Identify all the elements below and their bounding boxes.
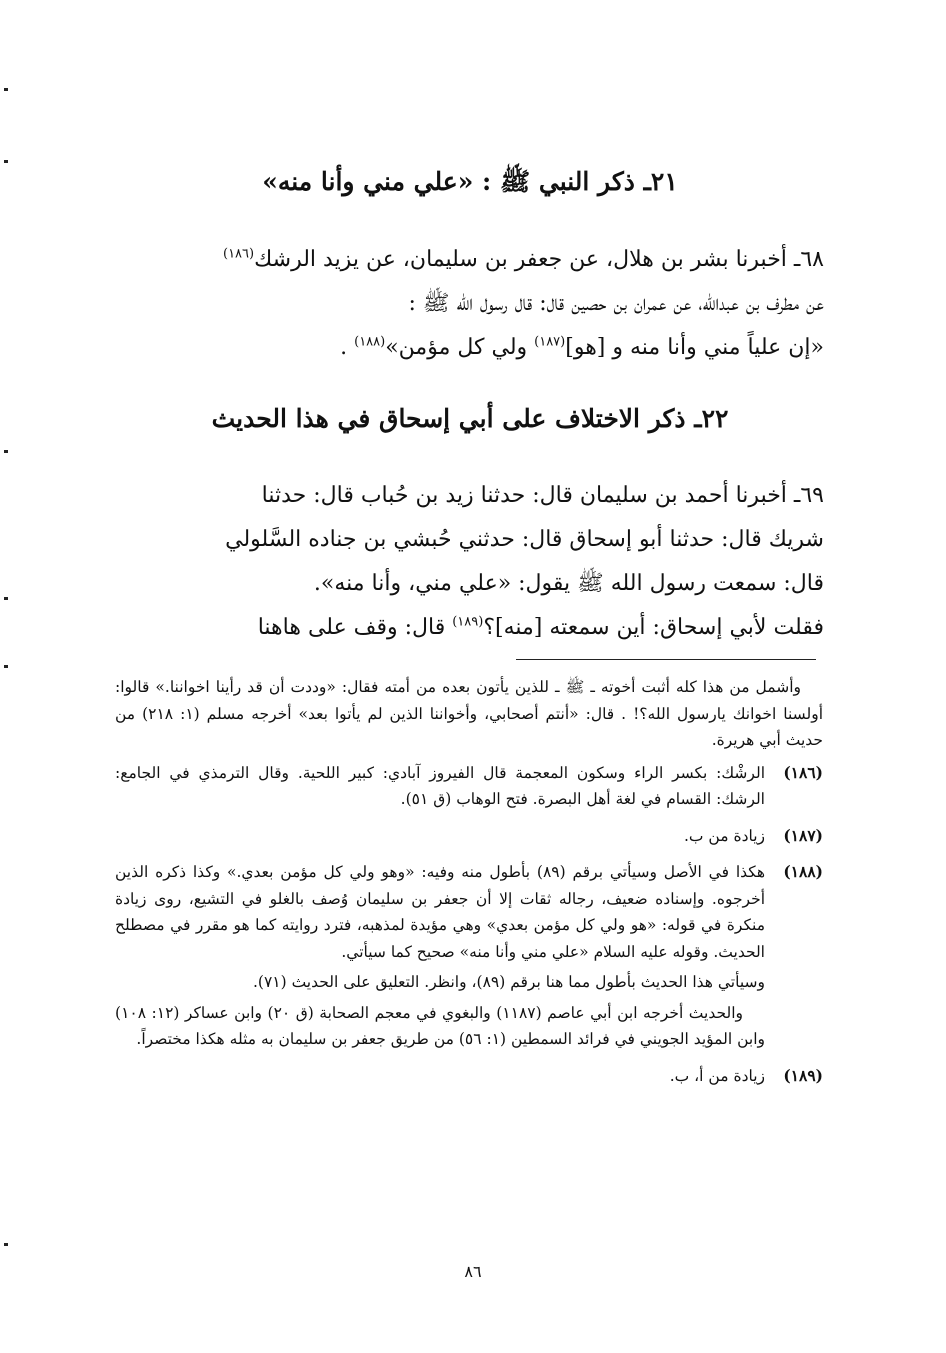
footnote-187-number: (١٨٧)	[783, 825, 823, 845]
footnote-186-text: الرشْك: بكسر الراء وسكون المعجمة قال الفيروز آبادي: كبير اللحية. وقال الترمذي في الجامع: الرشك: القسام في لغة أهل البصرة. فتح الوهاب (ق ٥١).	[115, 763, 765, 808]
footnote-ref-188[interactable]: (١٨٨)	[354, 334, 386, 350]
footnote-188-number: (١٨٨)	[783, 862, 823, 881]
footnote-189	[115, 1063, 823, 1094]
page-number: ٨٦	[464, 1262, 482, 1281]
footnote-188	[115, 859, 823, 1057]
hadith-69-line-3: قال: سمعت رسول الله ﷺ يقول: «علي مني، وأنا منه».	[313, 571, 824, 596]
margin-mark	[4, 450, 8, 453]
margin-mark	[4, 160, 8, 163]
hadith-68-line-3: «إن علياً مني وأنا منه و [هو]$^{(١٨٧)}$ ولي كل مؤمن»$^{(١٨٨)}$ .	[340, 334, 824, 360]
footnote-186	[115, 760, 823, 817]
footnote-189-text: زيادة من أ، ب.	[669, 1066, 765, 1085]
footnote-188-paragraph-2: وسيأتي هذا الحديث بأطول مما هنا برقم (٨٩)، وانظر. التعليق على الحديث (٧١).	[252, 973, 765, 991]
hadith-68-line-1: ٦٨ـ أخبرنا بشر بن هلال، عن جعفر بن سليمان، عن يزيد الرشك$^{(١٨٦)}$	[222, 246, 824, 272]
hadith-69-line-2: شريك قال: حدثنا أبو إسحاق قال: حدثني حُبشي بن جناده السَّلولي	[225, 527, 824, 552]
margin-mark	[4, 597, 8, 600]
footnote-188-paragraph-3: والحديث أخرجه ابن أبي عاصم (١١٨٧) والبغوي في معجم الصحابة (ق ٢٠) وابن عساكر (١٢: ١٠٨) وابن المؤيد الجويني في فرائد السمطين (١: ٥٦) من طريق جعفر بن سليمان به مثله هكذا مختصراً.	[115, 1003, 765, 1048]
hadith-68-line-2: عن مطرف بن عبدالله، عن عمران بن حصين قال: قال رسول الله ﷺ :	[408, 291, 824, 316]
section-21-heading: ٢١ـ ذكر النبي ﷺ : «علي مني وأنا منه»	[262, 167, 678, 196]
margin-mark	[4, 1243, 8, 1246]
footnote-187-text: زيادة من ب.	[683, 826, 765, 845]
footnote-separator	[516, 659, 816, 660]
footnote-ref-189[interactable]: (١٨٩)	[452, 614, 484, 630]
footnote-ref-186[interactable]: (١٨٦)	[222, 246, 255, 262]
footnote-187	[115, 823, 823, 854]
footnote-ref-187[interactable]: (١٨٧)	[534, 334, 566, 350]
section-22-heading: ٢٢ـ ذكر الاختلاف على أبي إسحاق في هذا الحديث	[211, 404, 729, 433]
footnote-186-number: (١٨٦)	[783, 762, 823, 782]
hadith-68	[112, 238, 824, 370]
margin-mark	[4, 88, 8, 91]
margin-mark	[4, 665, 8, 668]
footnotes	[115, 674, 823, 1099]
footnote-188-paragraph-1: هكذا في الأصل وسيأتي برقم (٨٩) بأطول منه وفيه: «وهو ولي كل مؤمن بعدي.» وكذا ذكره الذين أخرجوه. وإسناده ضعيف، رجاله ثقات إلا أن جعفر بن سليمان وُصف بالغلو في التشيع، روى زيادة منكرة في قوله: «هو ولي كل مؤمن بعدي» وهي مؤيدة لمذهبه، فترد روايته كما هو مقرر في مصطلح الحديث. وقوله عليه السلام «علي مني وأنا منه» صحيح كما سيأتي.	[115, 863, 765, 961]
hadith-69	[112, 474, 824, 650]
hadith-69-line-4: فقلت لأبي إسحاق: أين سمعته [منه]؟$^{(١٨٩)}$ قال: وقف على هاهنا	[257, 614, 824, 640]
footnote-carry-over: وأشمل من هذا كله أثبت أخوته ـ ﷺ ـ للذين يأتون بعده من أمته فقال: «وددت أن قد رأينا اخواننا.» قالوا: أولسنا اخوانك يارسول الله؟! . قال: «أنتم أصحابي، وأخواننا الذين لم يأتوا بعد» أخرجه مسلم (١: ٢١٨) من حديث أبي هريرة.	[115, 678, 824, 749]
footnote-189-number: (١٨٩)	[783, 1065, 823, 1085]
hadith-69-line-1: ٦٩ـ أخبرنا أحمد بن سليمان قال: حدثنا زيد بن حُباب قال: حدثنا	[261, 483, 824, 508]
